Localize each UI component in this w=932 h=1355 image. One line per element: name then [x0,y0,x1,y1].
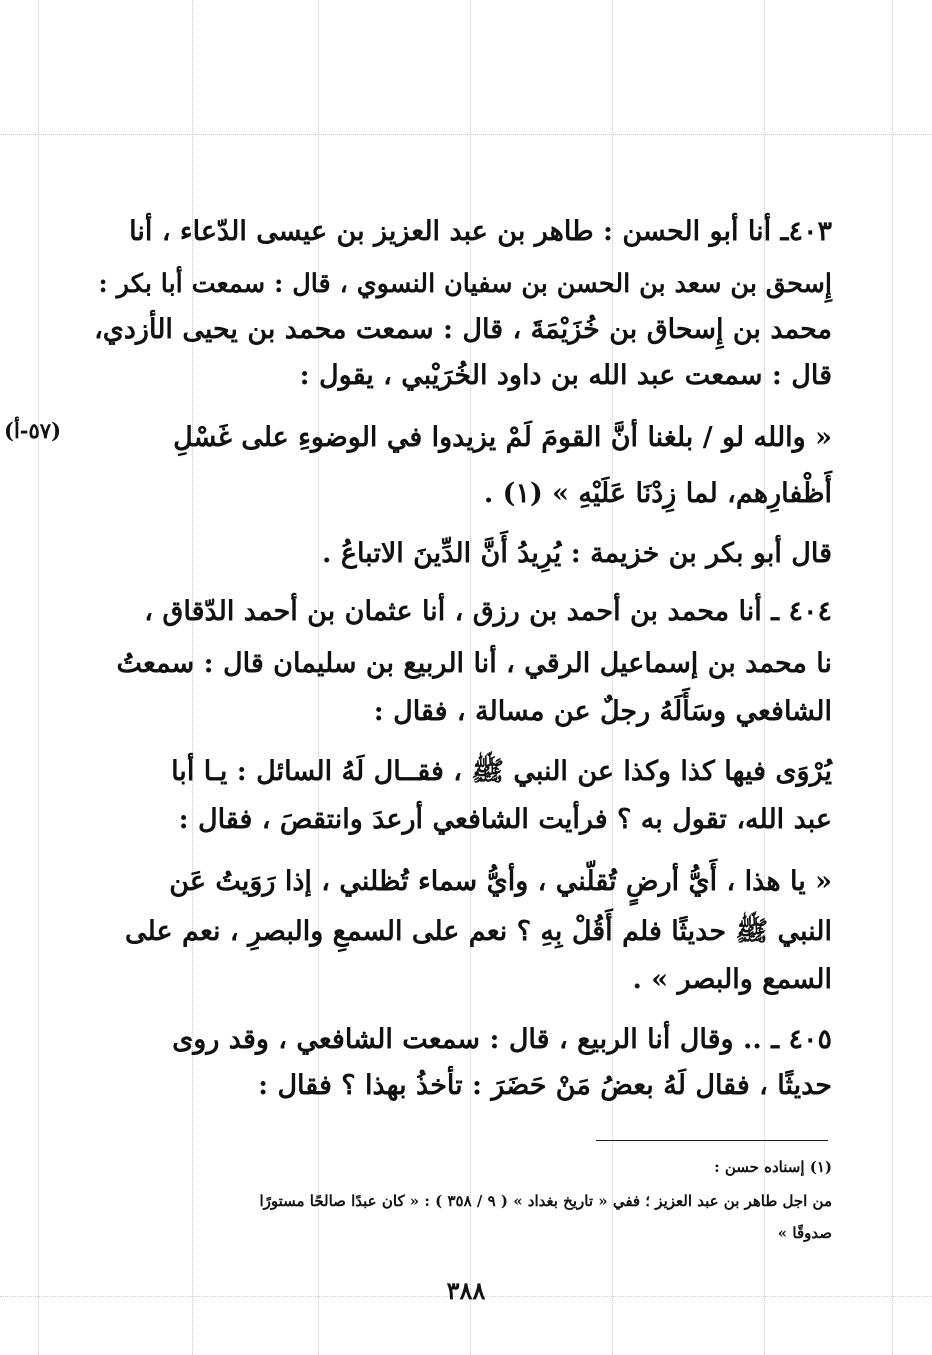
page-number: ٣٨٨ [446,1276,486,1305]
scan-guide-line [0,134,932,135]
text-line: أَظْفارِهم، لما زِدْنَا عَلَيْهِ » (١) . [483,478,832,509]
footnote-line: من اجل طاهر بن عبد العزيز ؛ ففي « تاريخ بغداد » ( ٩ / ٣٥٨ ) : « كان عبدًا صالحًا مستورًا [259,1192,832,1210]
text-line: يُرْوَى فيها كذا وكذا عن النبي ﷺ ، فقــال لَهُ السائل : يـا أبا [171,756,832,787]
text-line: إِسحق بن سعد بن الحسن بن سفيان النسوي ، قال : سمعت أبا بكر : [98,269,832,299]
text-line: السمع والبصر » . [632,964,832,995]
scan-guide-line [38,0,39,1355]
text-line: ٤٠٤ ـ أنا محمد بن أحمد بن رزق ، أنا عثمان بن أحمد الدّقاق ، [144,596,832,627]
text-line: قال : سمعت عبد الله بن داود الخُرَيْبي ، يقول : [299,360,832,391]
text-line: عبد الله، تقول به ؟ فرأيت الشافعي أرعدَ وانتقصَ ، فقال : [178,804,832,835]
text-line: « يا هذا ، أَيُّ أرضٍ تُقلّني ، وأيُّ سماء تُظلني ، إذا رَوَيتُ عَن [169,866,832,897]
text-line: ٤٠٥ ـ .. وقال أنا الربيع ، قال : سمعت الشافعي ، وقد روى [172,1024,832,1055]
footnote-line: صدوقًا » [777,1224,832,1242]
text-line: محمد بن إِسحاق بن خُزَيْمَةَ ، قال : سمعت محمد بن يحيى الأزدي، [94,314,832,345]
text-line: ٤٠٣ـ أنا أبو الحسن : طاهر بن عبد العزيز بن عيسى الدّعاء ، أنا [129,216,832,247]
text-line: نا محمد بن إسماعيل الرقي ، أنا الربيع بن سليمان قال : سمعتُ [116,648,832,679]
text-line: قال أبو بكر بن خزيمة : يُرِيدُ أَنَّ الدِّينَ الاتباعُ . [322,538,832,569]
footnote-line: (١) إسناده حسن : [714,1158,832,1176]
footnote-separator [596,1140,828,1141]
text-line: حديثًا ، فقال لَهُ بعضُ مَنْ حَضَرَ : تأخذُ بهذا ؟ فقال : [258,1070,832,1101]
text-line: النبي ﷺ حديثًا فلم أَقُلْ بِهِ ؟ نعم على السمعِ والبصرِ ، نعم على [125,916,832,947]
margin-folio-reference: (٥٧-أ) [4,418,61,443]
text-line: الشافعي وسَأَلَهُ رجلٌ عن مسالة ، فقال : [373,696,832,727]
text-line: « والله لو / بلغنا أنَّ القومَ لَمْ يزيدوا في الوضوءِ على غَسْلِ [173,422,832,453]
scan-guide-line [892,0,893,1355]
